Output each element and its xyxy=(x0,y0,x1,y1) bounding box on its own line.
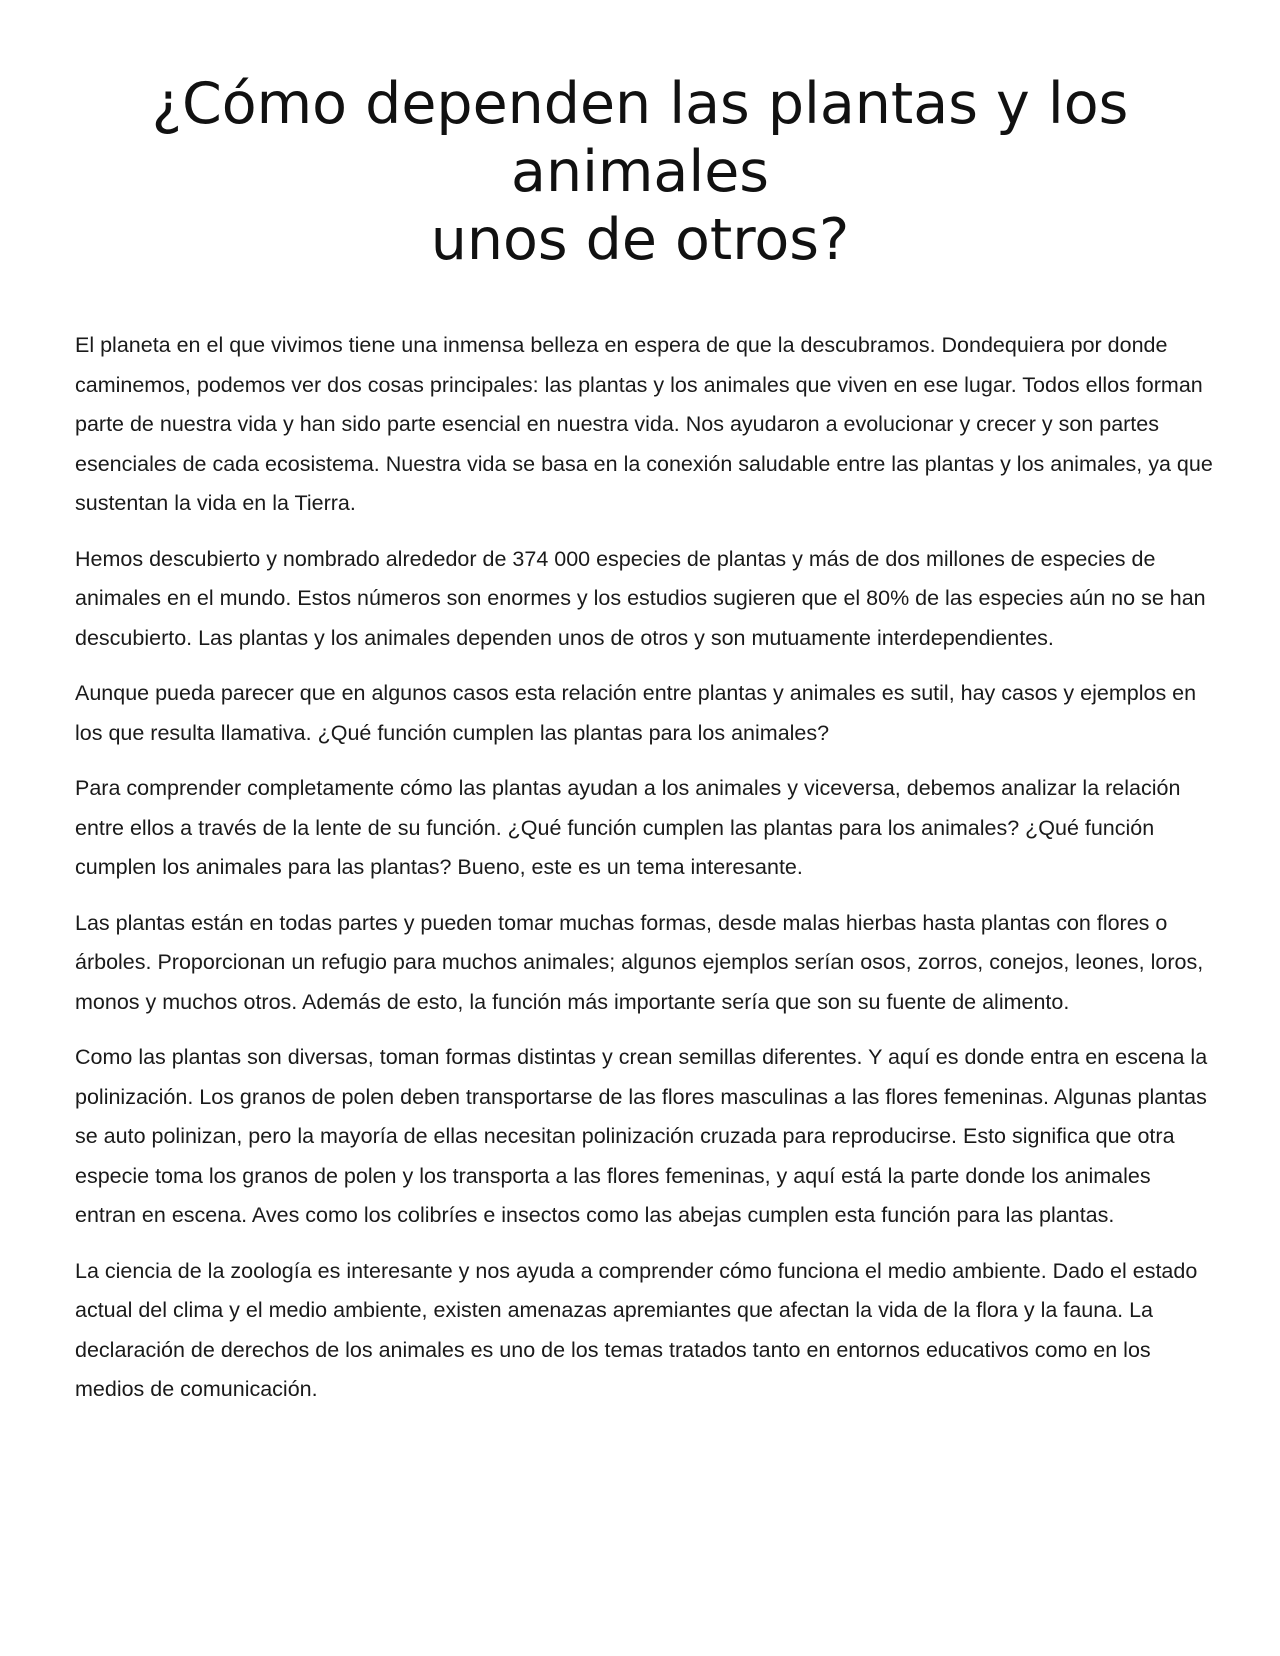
paragraph-3: Aunque pueda parecer que en algunos casos esta relación entre plantas y animales es sutil, hay casos y ejemplos en los que resulta llamativa. ¿Qué función cumplen las plantas para los animales? xyxy=(75,681,1197,745)
page-title xyxy=(100,70,1180,274)
paragraph-5: Las plantas están en todas partes y pueden tomar muchas formas, desde malas hierbas hasta plantas con flores o árboles. Proporcionan un refugio para muchos animales; algunos ejemplos serían osos, zorros, conejos, leones, loros, monos y muchos otros. Además de esto, la función más importante sería que son su fuente de alimento. xyxy=(75,910,1204,1014)
document-body xyxy=(75,326,1215,1426)
paragraph-4: Para comprender completamente cómo las plantas ayudan a los animales y viceversa, debemos analizar la relación entre ellos a través de la lente de su función. ¿Qué función cumplen las plantas para los animales? ¿Qué función cumplen los animales para las plantas? Bueno, este es un tema interesante. xyxy=(75,776,1181,879)
title-line-2: animales xyxy=(511,139,769,205)
paragraph-6: Como las plantas son diversas, toman formas distintas y crean semillas diferentes. Y aquí es donde entra en escena la polinización. Los granos de polen deben transportarse de las flores masculinas a las flores femeninas. Algunas plantas se auto polinizan, pero la mayoría de ellas necesitan polinización cruzada para reproducirse. Esto significa que otra especie toma los granos de polen y los transporta a las flores femeninas, y aquí está la parte donde los animales entran en escena. Aves como los colibríes e insectos como las abejas cumplen esta función para las plantas. xyxy=(75,1045,1208,1227)
paragraph-1: El planeta en el que vivimos tiene una inmensa belleza en espera de que la descubramos. Dondequiera por donde caminemos, podemos ver dos cosas principales: las plantas y los animales que viven en ese lugar. Todos ellos forman parte de nuestra vida y han sido parte esencial en nuestra vida. Nos ayudaron a evolucionar y crecer y son partes esenciales de cada ecosistema. Nuestra vida se basa en la conexión saludable entre las plantas y los animales, ya que sustentan la vida en la Tierra. xyxy=(75,333,1213,515)
paragraph-7: La ciencia de la zoología es interesante y nos ayuda a comprender cómo funciona el medio ambiente. Dado el estado actual del clima y el medio ambiente, existen amenazas apremiantes que afectan la vida de la flora y la fauna. La declaración de derechos de los animales es uno de los temas tratados tanto en entornos educativos como en los medios de comunicación. xyxy=(75,1258,1198,1401)
title-line-1: ¿Cómo dependen las plantas y los xyxy=(151,71,1129,137)
title-line-3: unos de otros? xyxy=(430,207,850,273)
paragraph-2: Hemos descubierto y nombrado alrededor de 374 000 especies de plantas y más de dos millones de especies de animales en el mundo. Estos números son enormes y los estudios sugieren que el 80% de las especies aún no se han descubierto. Las plantas y los animales dependen unos de otros y son mutuamente interdependientes. xyxy=(75,546,1206,650)
